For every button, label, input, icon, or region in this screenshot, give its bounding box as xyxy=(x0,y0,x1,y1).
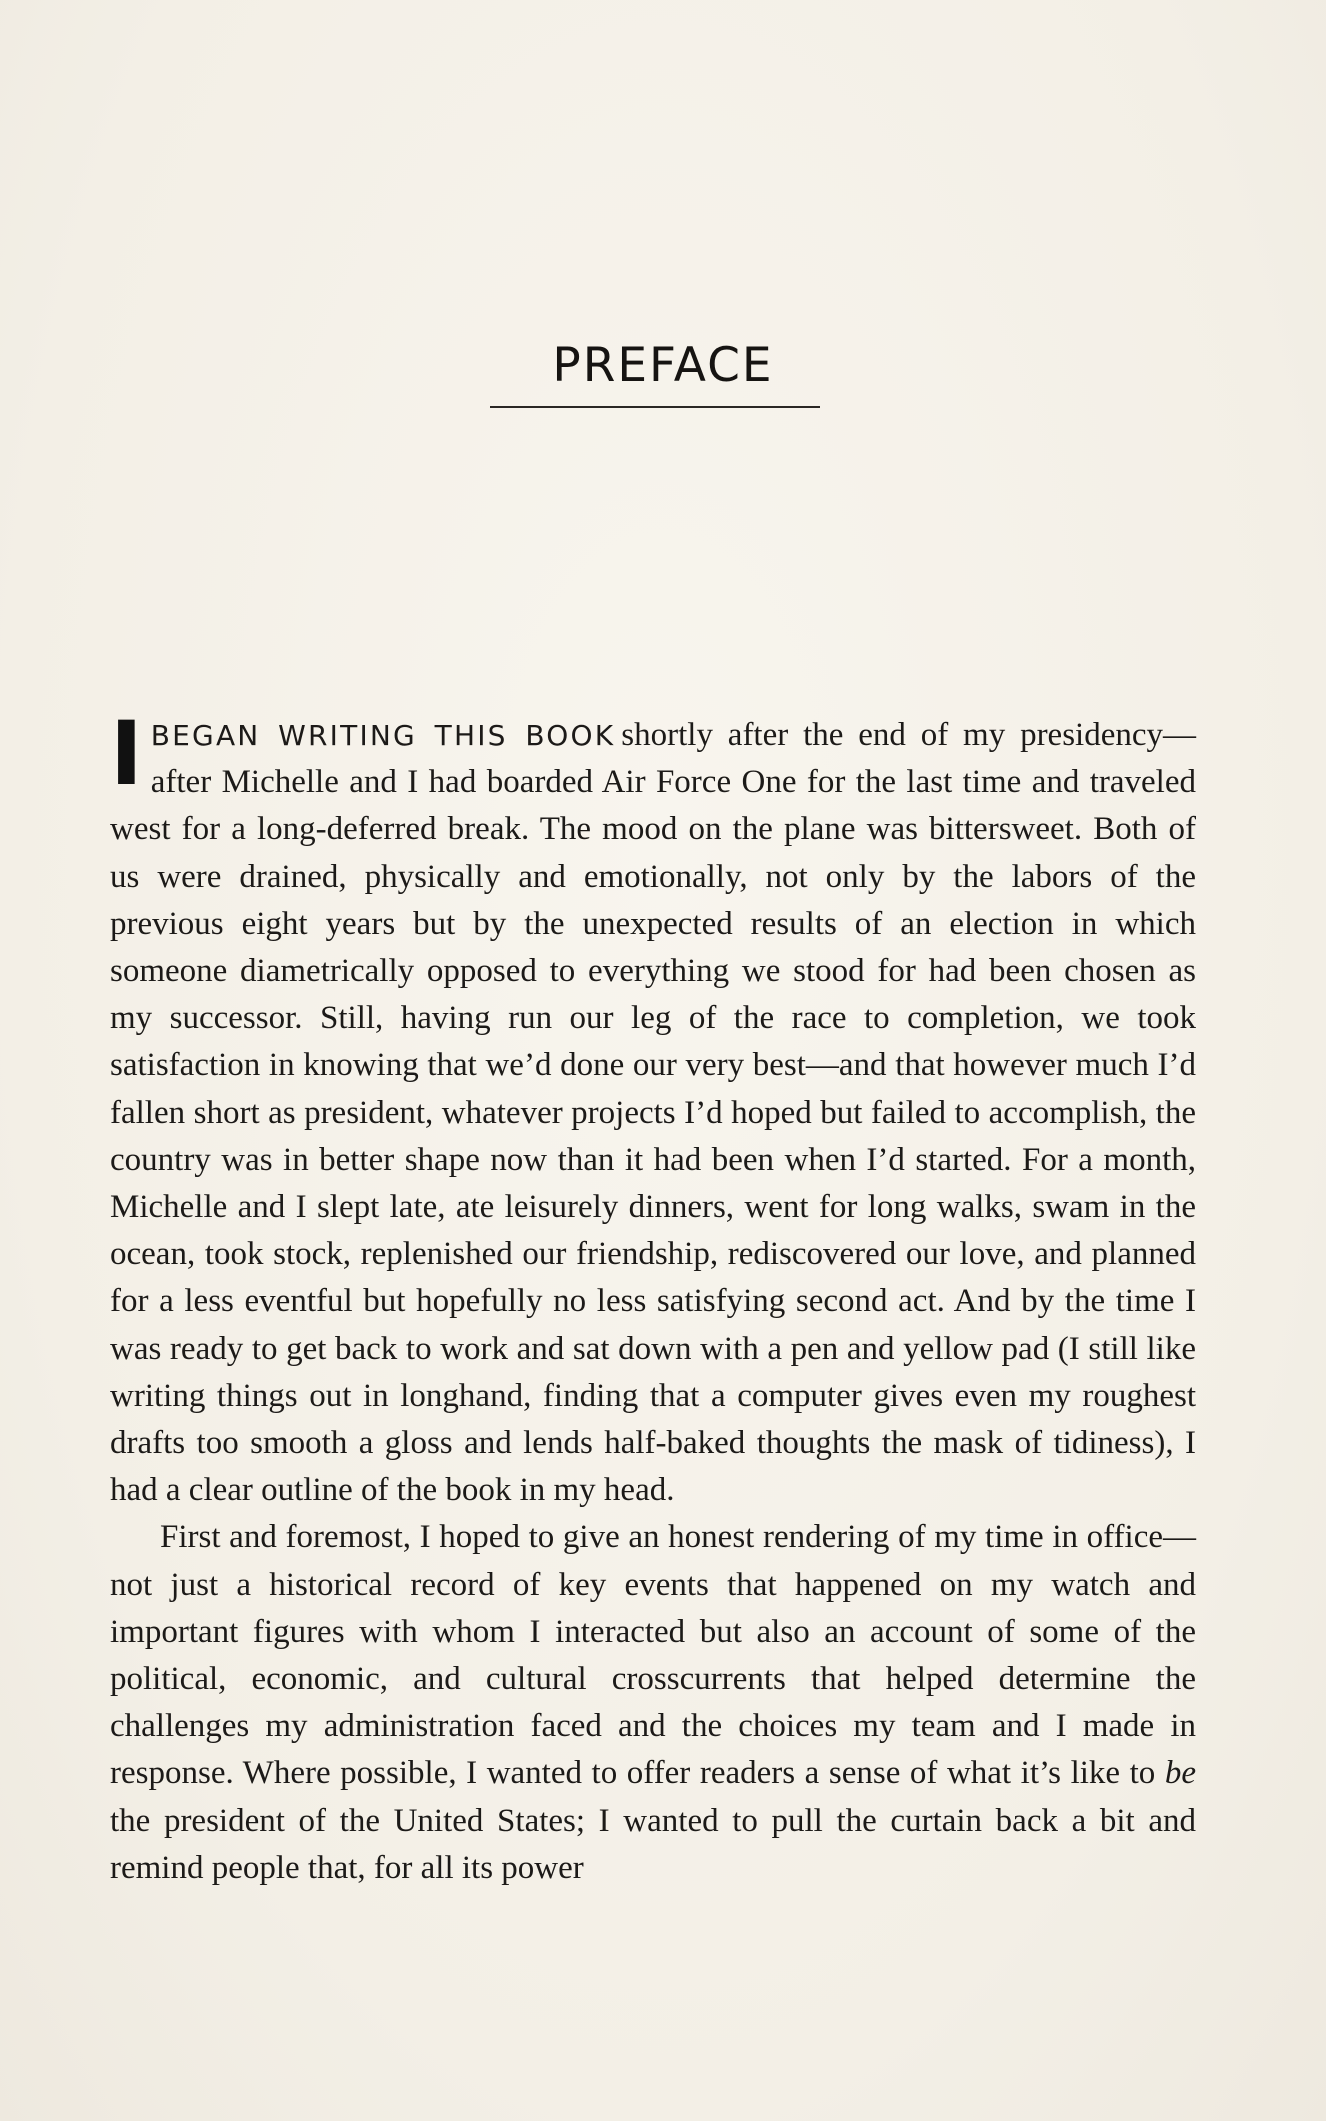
paragraph-1-text: shortly after the end of my presidency—after Michelle and I had boarded Air Force One for the last time and traveled west for a long-deferred break. The mood on the plane was bittersweet. Both of us were drained, physically and emotionally, not only by the labors of the previous eight years but by the unexpected results of an election in which someone diametrically opposed to everything we stood for had been chosen as my successor. Still, having run our leg of the race to completion, we took satisfaction in knowing that we’d done our very best—and that however much I’d fallen short as president, whatever projects I’d hoped but failed to accomplish, the country was in better shape now than it had been when I’d started. For a month, Michelle and I slept late, ate leisurely dinners, went for long walks, swam in the ocean, took stock, replenished our friendship, rediscovered our love, and planned for a less eventful but hopefully no less satisfying second act. And by the time I was ready to get back to work and sat down with a pen and yellow pad (I still like writing things out in longhand, finding that a computer gives even my roughest drafts too smooth a gloss and lends half-baked thoughts the mask of tidiness), I had a clear outline of the book in my head. xyxy=(110,717,1197,1509)
lead-in-smallcaps: BEGAN WRITING THIS BOOK xyxy=(150,719,616,752)
body-text xyxy=(110,702,1197,1892)
paragraph-1 xyxy=(110,702,1197,1514)
paragraph-2-text-cont: the president of the United States; I wanted to pull the curtain back a bit and remind people that, for all its power xyxy=(110,1802,1196,1886)
paragraph-2-text: First and foremost, I hoped to give an honest rendering of my time in office—not just a historical record of key events that happened on my watch and important figures with whom I interacted but also an account of some of the political, economic, and cultural crosscurrents that helped determine the challenges my administration faced and the choices my team and I made in response. Where possible, I wanted to offer readers a sense of what it’s like to xyxy=(110,1519,1196,1792)
chapter-title: PREFACE xyxy=(552,338,774,393)
paragraph-2 xyxy=(110,1514,1196,1892)
italic-emphasis: be xyxy=(1164,1755,1196,1792)
drop-cap: I xyxy=(110,702,143,805)
title-underline xyxy=(490,406,820,408)
